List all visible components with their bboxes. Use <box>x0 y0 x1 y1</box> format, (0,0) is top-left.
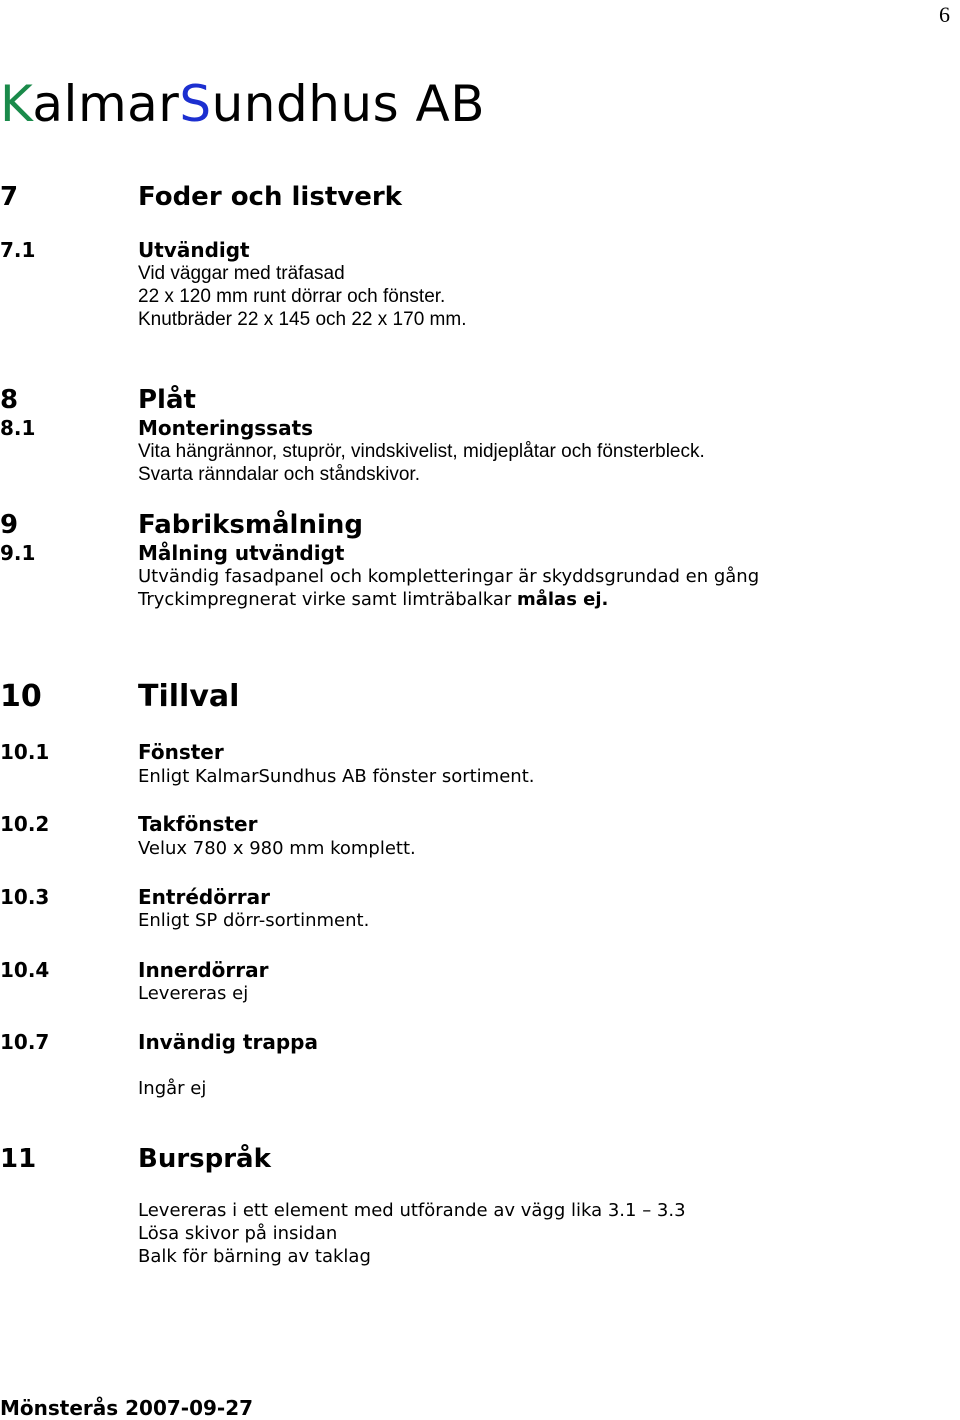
section-9-1-line-text: Tryckimpregnerat virke samt limträbalkar <box>138 589 517 610</box>
section-7-1-line: 22 x 120 mm runt dörrar och fönster. <box>138 286 446 307</box>
section-8-1-line: Svarta ränndalar och ståndskivor. <box>138 464 420 485</box>
section-9-title: Fabriksmålning <box>138 510 363 540</box>
section-7-1-number: 7.1 <box>0 238 36 262</box>
section-10-title: Tillval <box>138 679 240 714</box>
section-7-1-line: Knutbräder 22 x 145 och 22 x 170 mm. <box>138 309 467 330</box>
section-10-7-text: Ingår ej <box>138 1078 207 1099</box>
section-10-1-text: Enligt KalmarSundhus AB fönster sortiment. <box>138 766 535 787</box>
section-10-3-number: 10.3 <box>0 885 50 909</box>
section-8-title: Plåt <box>138 385 196 415</box>
section-10-2-title: Takfönster <box>138 812 258 836</box>
section-11-number: 11 <box>0 1144 37 1174</box>
section-9-1-title: Målning utvändigt <box>138 541 345 565</box>
section-11-title: Burspråk <box>138 1144 271 1174</box>
section-8-1-title: Monteringssats <box>138 416 314 440</box>
section-8-1-line: Vita hängrännor, stuprör, vindskivelist, midjeplåtar och fönsterbleck. <box>138 441 705 462</box>
logo-part-almar: almar <box>32 75 180 133</box>
section-10-4-number: 10.4 <box>0 958 50 982</box>
section-8-number: 8 <box>0 385 19 415</box>
section-9-1-line <box>138 588 608 611</box>
section-11-line: Levereras i ett element med utförande av vägg lika 3.1 – 3.3 <box>138 1200 686 1221</box>
section-7-number: 7 <box>0 182 19 212</box>
company-logo <box>0 74 485 134</box>
footer-date: Mönsterås 2007-09-27 <box>0 1396 254 1420</box>
section-10-number: 10 <box>0 679 42 714</box>
section-10-1-number: 10.1 <box>0 740 50 764</box>
section-10-2-number: 10.2 <box>0 812 50 836</box>
section-9-1-number: 9.1 <box>0 541 36 565</box>
logo-letter-k: K <box>0 75 33 133</box>
section-9-1-line-emphasis: målas ej. <box>516 589 609 610</box>
section-9-number: 9 <box>0 510 19 540</box>
section-11-line: Lösa skivor på insidan <box>138 1223 338 1244</box>
section-10-7-number: 10.7 <box>0 1030 50 1054</box>
section-10-4-text: Levereras ej <box>138 983 249 1004</box>
section-10-7-title: Invändig trappa <box>138 1030 318 1054</box>
section-9-1-line: Utvändig fasadpanel och kompletteringar är skyddsgrundad en gång <box>138 566 760 587</box>
section-7-title: Foder och listverk <box>138 182 402 212</box>
section-10-3-text: Enligt SP dörr-sortinment. <box>138 910 370 931</box>
section-10-1-title: Fönster <box>138 740 224 764</box>
section-8-1-number: 8.1 <box>0 416 36 440</box>
logo-part-undhus: undhus AB <box>211 75 486 133</box>
section-7-1-title: Utvändigt <box>138 238 250 262</box>
page-number: 6 <box>939 2 950 27</box>
section-7-1-line: Vid väggar med träfasad <box>138 263 345 284</box>
logo-letter-s: S <box>179 75 212 133</box>
section-10-4-title: Innerdörrar <box>138 958 269 982</box>
section-10-2-text: Velux 780 x 980 mm komplett. <box>138 838 416 859</box>
section-11-line: Balk för bärning av taklag <box>138 1246 371 1267</box>
section-10-3-title: Entrédörrar <box>138 885 271 909</box>
